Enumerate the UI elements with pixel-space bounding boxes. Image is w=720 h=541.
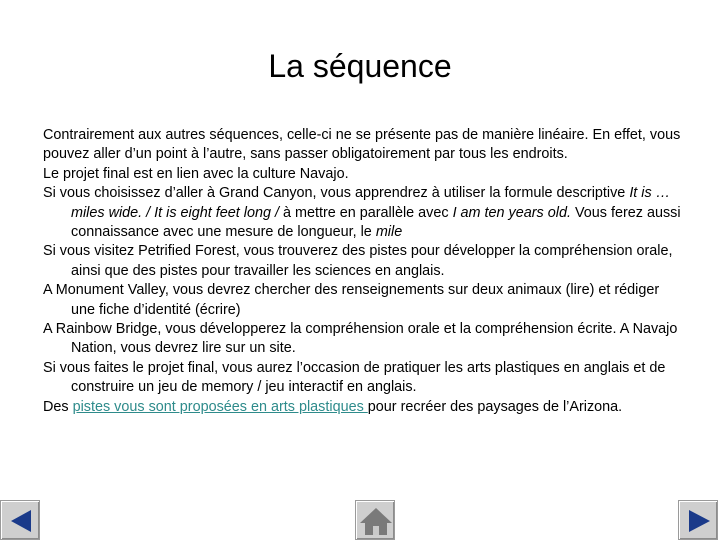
next-triangle-icon: [679, 501, 719, 541]
paragraph-grand-canyon: [43, 184, 683, 242]
text-segment: Des: [43, 398, 73, 415]
formula-text: I am ten years old.: [452, 204, 571, 221]
next-button[interactable]: [678, 500, 718, 540]
back-button[interactable]: [0, 500, 40, 540]
formula-text: It is … miles wide. / It is eight feet long /: [71, 185, 671, 221]
paragraph-projet-final: Si vous faites le projet final, vous aurez l’occasion de pratiquer les arts plastiques en anglais et de construire un jeu de memory / jeu interactif en anglais.: [43, 359, 666, 396]
mile-text: mile: [375, 224, 403, 241]
text-segment: à mettre en parallèle avec: [278, 204, 453, 221]
home-icon: [356, 501, 396, 541]
content-body: [43, 126, 683, 417]
text-segment: pour recréer des paysages de l’Arizona.: [367, 398, 623, 415]
arts-plastiques-link[interactable]: pistes vous sont proposées en arts plastiques: [72, 398, 368, 415]
text-segment: Si vous choisissez d’aller à Grand Canyon, vous apprendrez à utiliser la formule descriptive: [43, 185, 630, 202]
text-segment: Vous ferez aussi connaissance avec une mesure de longueur, le: [71, 204, 681, 241]
page-title: La séquence: [268, 48, 452, 84]
paragraph-rainbow-bridge: A Rainbow Bridge, vous développerez la compréhension orale et la compréhension écrite. A Navajo Nation, vous devrez lire sur un site.: [43, 321, 678, 357]
back-triangle-icon: [1, 501, 41, 541]
paragraph-intro: Contrairement aux autres séquences, celle-ci ne se présente pas de manière linéaire. En effet, vous pouvez aller d’un point à l’autre, sans passer obligatoirement par tous les endroits.: [43, 127, 681, 163]
paragraph-monument-valley: A Monument Valley, vous devrez chercher des renseignements sur deux animaux (lire) et rédiger une fiche d’identité (écrire): [43, 282, 660, 318]
paragraph-projet: Le projet final est en lien avec la culture Navajo.: [43, 165, 349, 182]
paragraph-petrified-forest: Si vous visitez Petrified Forest, vous trouverez des pistes pour développer la compréhension orale, ainsi que des pistes pour travailler les sciences en anglais.: [43, 243, 673, 279]
paragraph-arts-plastiques: [43, 398, 683, 417]
home-button[interactable]: [355, 500, 395, 540]
